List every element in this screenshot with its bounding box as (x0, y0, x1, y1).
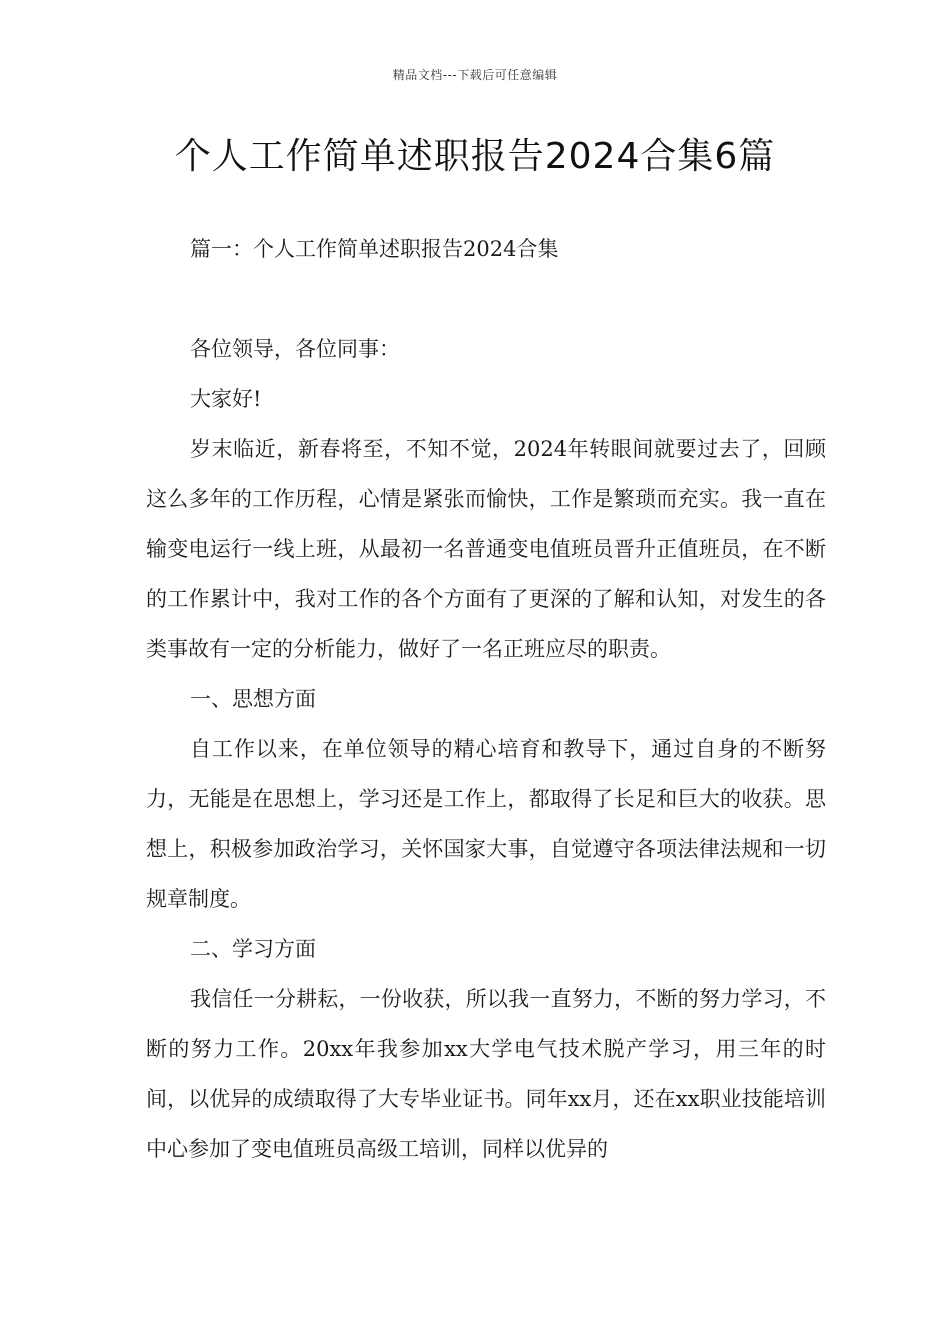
section-heading-study: 二、学习方面 (190, 937, 316, 961)
section-heading-thought: 一、思想方面 (190, 687, 316, 711)
chapter-heading: 篇一：个人工作简单述职报告2024合集 (190, 237, 559, 261)
document-body (146, 224, 826, 1174)
salutation: 各位领导，各位同事： (190, 337, 400, 361)
section-text-thought: 自工作以来，在单位领导的精心培育和教导下，通过自身的不断努力，无能是在思想上，学习还是工作上，都取得了长足和巨大的收获。思想上，积极参加政治学习，关怀国家大事，自觉遵守各项法律法规和一切规章制度。 (146, 737, 826, 911)
section-text-study: 我信任一分耕耘，一份收获，所以我一直努力，不断的努力学习，不断的努力工作。20xx年我参加xx大学电气技术脱产学习，用三年的时间，以优异的成绩取得了大专毕业证书。同年xx月，还在xx职业技能培训中心参加了变电值班员高级工培训，同样以优异的 (146, 987, 826, 1161)
header-note: 精品文档---下载后可任意编辑 (392, 68, 558, 82)
document-title: 个人工作简单述职报告2024合集6篇 (174, 136, 776, 177)
blank-line (146, 274, 826, 324)
greeting: 大家好! (190, 387, 262, 411)
intro-paragraph: 岁末临近，新春将至，不知不觉，2024年转眼间就要过去了，回顾这么多年的工作历程，心情是紧张而愉快，工作是繁琐而充实。我一直在输变电运行一线上班，从最初一名普通变电值班员晋升正值班员，在不断的工作累计中，我对工作的各个方面有了更深的了解和认知，对发生的各类事故有一定的分析能力，做好了一名正班应尽的职责。 (146, 437, 826, 661)
